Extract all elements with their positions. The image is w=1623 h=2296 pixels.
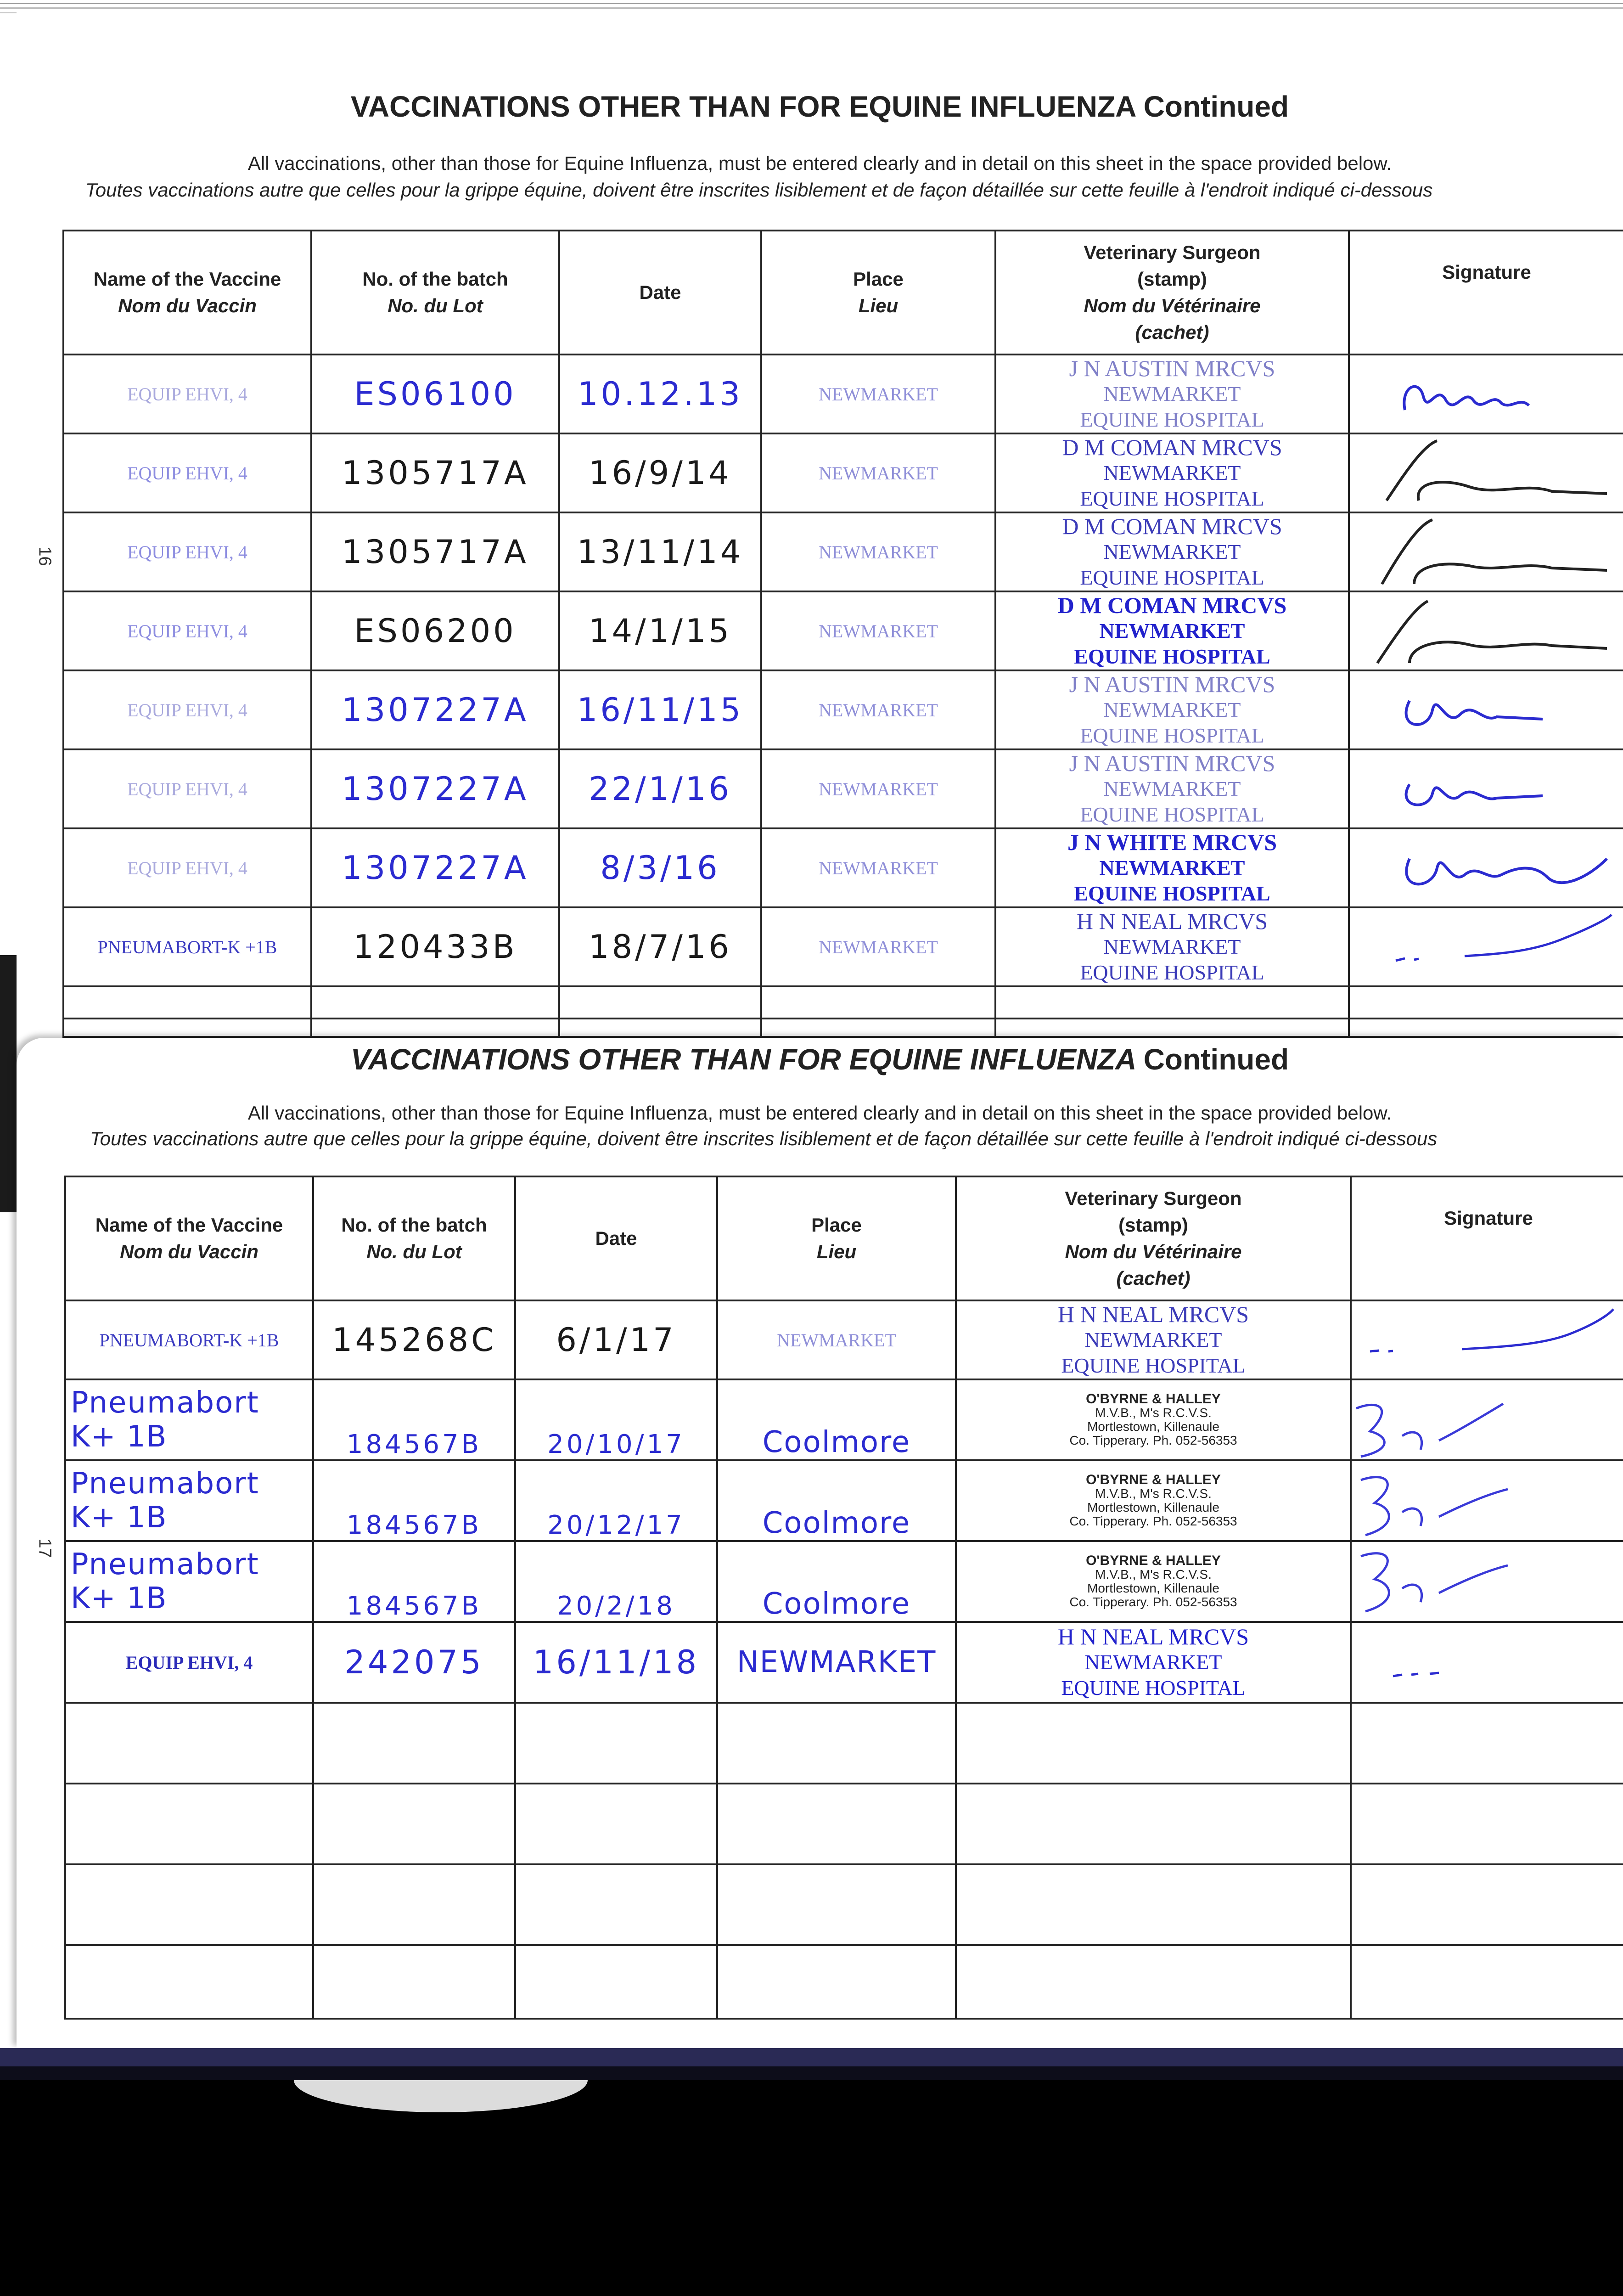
header-date: Date [559,231,761,355]
header-vaccine: Name of the Vaccine Nom du Vaccin [65,1176,313,1300]
signature-scribble [1350,515,1623,589]
signature-scribble [1350,831,1623,905]
batch-number: ES06200 [311,591,559,670]
batch-number: 1307227A [311,828,559,907]
vet-stamp: D M COMAN MRCVS NEWMARKET EQUINE HOSPITAL [995,512,1349,591]
table-row [65,1622,1623,1703]
signature [1351,1379,1623,1460]
signature [1349,828,1623,907]
header-signature: Signature [1349,231,1623,355]
header-batch: No. of the batch No. du Lot [311,231,559,355]
place: Coolmore [717,1460,956,1541]
signature [1349,670,1623,749]
place: NEWMARKET [761,670,995,749]
table-row [63,591,1623,670]
vaccination-date: 20/2/18 [515,1541,717,1622]
vaccine-name: EQUIP EHVI, 4 [63,591,311,670]
vet-stamp: H N NEAL MRCVS NEWMARKET EQUINE HOSPITAL [995,907,1349,986]
signature [1349,512,1623,591]
batch-number: 184567B [313,1460,515,1541]
signature-scribble [1352,1623,1623,1701]
vaccine-name: EQUIP EHVI, 4 [63,670,311,749]
page-17 [17,1038,1623,2048]
signature-scribble [1352,1462,1623,1540]
signature-scribble [1350,752,1623,826]
batch-number: 242075 [313,1622,515,1703]
vaccine-name: EQUIP EHVI, 4 [63,512,311,591]
table-row [65,1541,1623,1622]
header-date: Date [515,1176,717,1300]
vaccine-name: PNEUMABORT-K +1B [63,907,311,986]
header-place: Place Lieu [761,231,995,355]
book-binding-edge [0,955,17,1212]
vaccine-name: Pneumabort K+ 1B [65,1379,313,1460]
vaccination-date: 20/12/17 [515,1460,717,1541]
vet-stamp: O'BYRNE & HALLEY M.V.B., M's R.C.V.S. Mortlestown, Killenaule Co. Tipperary. Ph. 052-56353 [956,1379,1351,1460]
vaccination-table [62,230,1623,1038]
vet-stamp: J N AUSTIN MRCVS NEWMARKET EQUINE HOSPITAL [995,355,1349,433]
vet-stamp: O'BYRNE & HALLEY M.V.B., M's R.C.V.S. Mortlestown, Killenaule Co. Tipperary. Ph. 052-56353 [956,1460,1351,1541]
title-continued: Continued [1143,90,1289,123]
instructions-english: All vaccinations, other than those for Equine Influenza, must be entered clearly and in detail on this sheet in the space provided below. [247,152,1392,174]
signature [1351,1622,1623,1703]
vaccine-name: PNEUMABORT-K +1B [65,1300,313,1379]
batch-number: 184567B [313,1379,515,1460]
place: NEWMARKET [761,749,995,828]
vaccination-date: 16/11/18 [515,1622,717,1703]
vaccination-date: 14/1/15 [559,591,761,670]
place: NEWMARKET [761,907,995,986]
table-header-row [63,231,1623,355]
vet-stamp: J N WHITE MRCVS NEWMARKET EQUINE HOSPITAL [995,828,1349,907]
vaccine-name: EQUIP EHVI, 4 [63,355,311,433]
table-row [65,1460,1623,1541]
batch-number: 184567B [313,1541,515,1622]
signature-scribble [1352,1542,1623,1621]
page-number: 17 [35,1538,55,1558]
signature [1351,1541,1623,1622]
batch-number: 1305717A [311,433,559,512]
vet-stamp: D M COMAN MRCVS NEWMARKET EQUINE HOSPITAL [995,433,1349,512]
instructions-french: Toutes vaccinations autre que celles pour la grippe équine, doivent être inscrites lisiblement et de façon détaillée sur cette feuille à l'endroit indiqué ci-dessous [85,179,1433,201]
place: NEWMARKET [761,828,995,907]
signature-scribble [1350,910,1623,984]
signature [1349,591,1623,670]
table-row [63,433,1623,512]
vaccination-date: 18/7/16 [559,907,761,986]
page-16 [17,9,1623,1038]
signature [1351,1460,1623,1541]
vet-stamp: H N NEAL MRCVS NEWMARKET EQUINE HOSPITAL [956,1622,1351,1703]
vaccine-name: EQUIP EHVI, 4 [63,433,311,512]
place: NEWMARKET [761,512,995,591]
signature [1349,907,1623,986]
header-batch: No. of the batch No. du Lot [313,1176,515,1300]
place: NEWMARKET [761,355,995,433]
place: NEWMARKET [761,433,995,512]
header-vaccine: Name of the Vaccine Nom du Vaccin [63,231,311,355]
table-row [63,749,1623,828]
vaccination-date: 8/3/16 [559,828,761,907]
table-row-empty [65,1945,1623,2019]
place: Coolmore [717,1379,956,1460]
place: NEWMARKET [761,591,995,670]
header-vet: Veterinary Surgeon (stamp) Nom du Vétérinaire (cachet) [956,1176,1351,1300]
vaccination-date: 16/11/15 [559,670,761,749]
vaccine-name: Pneumabort K+ 1B [65,1460,313,1541]
instructions-english: All vaccinations, other than those for Equine Influenza, must be entered clearly and in detail on this sheet in the space provided below. [247,1102,1392,1124]
vaccination-date: 22/1/16 [559,749,761,828]
place: NEWMARKET [717,1300,956,1379]
table-row-empty [63,986,1623,1019]
signature [1351,1300,1623,1379]
table-row-empty [63,1019,1623,1037]
vet-stamp: J N AUSTIN MRCVS NEWMARKET EQUINE HOSPITAL [995,749,1349,828]
signature-scribble [1350,436,1623,510]
header-place: Place Lieu [717,1176,956,1300]
vet-stamp: J N AUSTIN MRCVS NEWMARKET EQUINE HOSPITAL [995,670,1349,749]
vet-stamp: H N NEAL MRCVS NEWMARKET EQUINE HOSPITAL [956,1300,1351,1379]
table-header-row [65,1176,1623,1300]
instructions-french: Toutes vaccinations autre que celles pour la grippe équine, doivent être inscrites lisiblement et de façon détaillée sur cette feuille à l'endroit indiqué ci-dessous [90,1128,1438,1149]
title-continued: Continued [1143,1043,1289,1076]
place: Coolmore [717,1541,956,1622]
vaccine-name: EQUIP EHVI, 4 [63,828,311,907]
table-row-empty [65,1864,1623,1945]
vaccine-name: EQUIP EHVI, 4 [65,1622,313,1703]
table-row-empty [65,1703,1623,1784]
signature [1349,433,1623,512]
vaccination-date: 20/10/17 [515,1379,717,1460]
page-title [17,1042,1623,1076]
batch-number: 1307227A [311,670,559,749]
signature-scribble [1352,1306,1623,1374]
book-cover-shadow [0,2066,1623,2082]
title-text: VACCINATIONS OTHER THAN FOR EQUINE INFLUENZA [350,1043,1135,1076]
page-number: 16 [35,546,55,566]
signature [1349,355,1623,433]
header-signature: Signature [1351,1176,1623,1300]
place: NEWMARKET [717,1622,956,1703]
vaccination-date: 16/9/14 [559,433,761,512]
table-row [63,828,1623,907]
batch-number: 1307227A [311,749,559,828]
signature-scribble [1350,673,1623,747]
signature [1349,749,1623,828]
vaccination-table [64,1176,1623,2020]
table-row-empty [65,1784,1623,1864]
batch-number: ES06100 [311,355,559,433]
table-row [63,670,1623,749]
vaccination-date: 10.12.13 [559,355,761,433]
vaccination-date: 13/11/14 [559,512,761,591]
vaccination-date: 6/1/17 [515,1300,717,1379]
signature-scribble [1352,1381,1623,1459]
signature-scribble [1350,360,1623,428]
page-title [17,90,1623,124]
batch-number: 1305717A [311,512,559,591]
batch-number: 120433B [311,907,559,986]
table-row [63,355,1623,433]
vet-stamp: O'BYRNE & HALLEY M.V.B., M's R.C.V.S. Mortlestown, Killenaule Co. Tipperary. Ph. 052-56353 [956,1541,1351,1622]
vaccine-name: EQUIP EHVI, 4 [63,749,311,828]
table-row [65,1300,1623,1379]
table-row [63,512,1623,591]
batch-number: 145268C [313,1300,515,1379]
table-row [63,907,1623,986]
scanner-background [0,2080,1623,2296]
table-row [65,1379,1623,1460]
header-vet: Veterinary Surgeon (stamp) Nom du Vétérinaire (cachet) [995,231,1349,355]
vet-stamp: D M COMAN MRCVS NEWMARKET EQUINE HOSPITAL [995,591,1349,670]
title-text: VACCINATIONS OTHER THAN FOR EQUINE INFLUENZA [350,90,1135,123]
signature-scribble [1350,594,1623,668]
vaccine-name: Pneumabort K+ 1B [65,1541,313,1622]
